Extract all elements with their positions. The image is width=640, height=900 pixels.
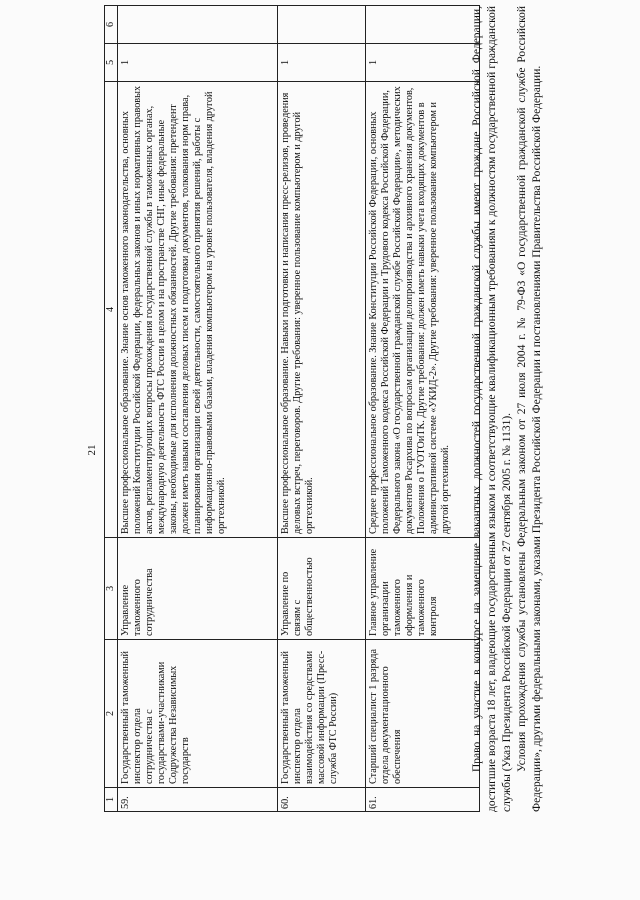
department-cell: Управление по связям с общественностью — [278, 538, 366, 640]
page-number: 21 — [86, 444, 98, 456]
row-number: 61. — [366, 788, 480, 812]
row-number: 60. — [278, 788, 366, 812]
column-header: 5 — [105, 44, 118, 82]
column-header: 6 — [105, 6, 118, 44]
vacancy-count-cell: 1 — [278, 44, 366, 82]
table-row — [278, 6, 366, 812]
row-number: 59. — [118, 788, 278, 812]
requirements-cell: Среднее профессиональное образование. Знание Конституции Российской Федерации, основных положений Таможенного кодекса Российской Федерации и Трудового кодекса Российской Федерации, Федерального закона «О государственной гражданской службе Российской Федерации», методических документов Росархива по вопросам организации делопроизводства и архивного хранения документов, Положения о ГУОТОиТК. Другие требования: должен иметь навыки учета входящих документов в административной системе «УКИД-2». Другие требования: уверенное пользование компьютером и другой оргтехникой. — [366, 82, 480, 538]
note-paragraph: Условия прохождения службы установлены Федеральным законом от 27 июля 2004 г. № 79-ФЗ «О государственной гражданской службе Российской Федерации», другими федеральными законами, указами Президента Российской Федерации и постановлениями Правительства Российской Федерации. — [516, 6, 543, 812]
department-cell: Управление таможенного сотрудничества — [118, 538, 278, 640]
column-6-cell — [118, 6, 278, 44]
vacancy-count-cell: 1 — [366, 44, 480, 82]
table-row — [118, 6, 278, 812]
department-cell: Главное управление организации таможенного оформления и таможенного контроля — [366, 538, 480, 640]
table-header-row — [105, 6, 118, 812]
requirements-cell: Высшее профессиональное образование. Знание основ таможенного законодательства, основных положений Конституции Российской Федерации, федеральных законов и иных нормативных правовых актов, регламентирующих вопросы прохождения государственной службы в таможенных органах, международную деятельность ФТС России в целом и на пространстве СНГ, иные федеральные законы, необходимые для исполнения должностных обязанностей. Другие требования: претендент должен иметь навыки составления деловых писем и подготовки документов, толкования норм права, планирования организации своей деятельности, самостоятельного принятия решений, работы с информационно-правовыми базами, владения компьютером на уровне пользователя, владения другой оргтехникой. — [118, 82, 278, 538]
column-header: 3 — [105, 538, 118, 640]
note-paragraph: Право на участие в конкурсе на замещение вакантных должностей государственной гражданской службы имеют граждане Российской Федерации, достигшие возраста 18 лет, владеющие государственным языком и соответствующие квалификационным требованиям к должностям государственной гражданской службы (Указ Президента Российской Федерации от 27 сентября 2005 г. № 1131). — [471, 6, 513, 812]
column-header: 4 — [105, 82, 118, 538]
position-cell: Государственный таможенный инспектор отдела сотрудничества с государствами-участниками Содружества Независимых государств — [118, 640, 278, 788]
requirements-cell: Высшее профессиональное образование. Навыки подготовки и написания пресс-релизов, проведения деловых встреч, переговоров. Другие требования: уверенное пользование компьютером и другой оргтехникой. — [278, 82, 366, 538]
column-6-cell — [278, 6, 366, 44]
notes-section — [470, 6, 545, 812]
column-header: 1 — [105, 788, 118, 812]
column-6-cell — [366, 6, 480, 44]
table-row — [366, 6, 480, 812]
position-cell: Государственный таможенный инспектор отдела взаимодействия со средствами массовой информации (Пресс-служба ФТС России) — [278, 640, 366, 788]
position-cell: Старший специалист 1 разряда отдела документационного обеспечения — [366, 640, 480, 788]
column-header: 2 — [105, 640, 118, 788]
vacancy-table — [104, 5, 480, 812]
vacancy-count-cell: 1 — [118, 44, 278, 82]
